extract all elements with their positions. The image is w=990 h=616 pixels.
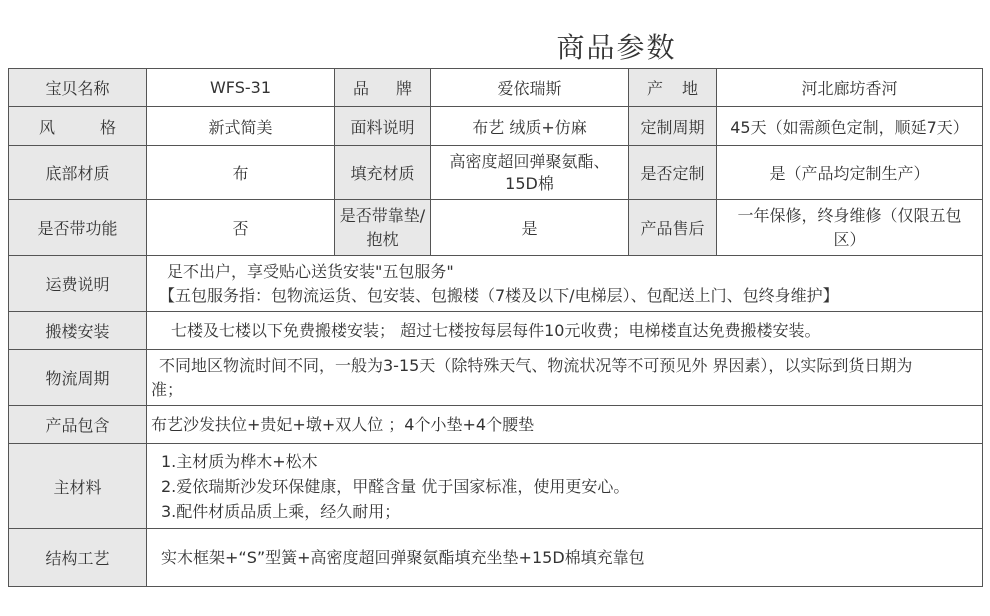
filling-label: 填充材质 xyxy=(335,146,431,200)
fabric-label: 面料说明 xyxy=(335,107,431,146)
structure-label: 结构工艺 xyxy=(9,529,147,587)
base-material-value: 布 xyxy=(147,146,335,200)
cushion-label: 是否带靠垫/ 抱枕 xyxy=(335,200,431,256)
cushion-value: 是 xyxy=(431,200,629,256)
structure-value: 实木框架+“S”型簧+高密度超回弹聚氨酯填充坐垫+15D棉填充靠包 xyxy=(147,529,983,587)
function-label: 是否带功能 xyxy=(9,200,147,256)
brand-name-label: 宝贝名称 xyxy=(9,69,147,107)
logistics-value: 不同地区物流时间不同，一般为3-15天（除特殊天气、物流状况等不可预见外 界因素），以实际到货日期为 准； xyxy=(147,350,983,406)
table-row xyxy=(9,444,983,529)
customizable-value: 是（产品均定制生产） xyxy=(717,146,983,200)
style-value: 新式简美 xyxy=(147,107,335,146)
product-params-table xyxy=(8,68,983,587)
custom-period-value: 45天（如需颜色定制，顺延7天） xyxy=(717,107,983,146)
freight-label: 运费说明 xyxy=(9,256,147,312)
contents-label: 产品包含 xyxy=(9,406,147,444)
table-row xyxy=(9,107,983,146)
table-row xyxy=(9,256,983,312)
base-material-label: 底部材质 xyxy=(9,146,147,200)
brand-value: 爱依瑞斯 xyxy=(431,69,629,107)
fabric-value: 布艺 绒质+仿麻 xyxy=(431,107,629,146)
table-row xyxy=(9,350,983,406)
table-row xyxy=(9,312,983,350)
material-value: 1.主材质为桦木+松木 2.爱依瑞斯沙发环保健康，甲醛含量 优于国家标准，使用更安心。 3.配件材质品质上乘，经久耐用； xyxy=(147,444,983,529)
table-row xyxy=(9,529,983,587)
custom-period-label: 定制周期 xyxy=(629,107,717,146)
table-row xyxy=(9,69,983,107)
after-sales-value: 一年保修，终身维修（仅限五包 区） xyxy=(717,200,983,256)
logistics-label: 物流周期 xyxy=(9,350,147,406)
origin-label: 产 地 xyxy=(629,69,717,107)
model-value: WFS-31 xyxy=(147,69,335,107)
page-title: 商品参数 xyxy=(556,31,677,64)
brand-label: 品 牌 xyxy=(335,69,431,107)
table-row xyxy=(9,146,983,200)
moving-value: 七楼及七楼以下免费搬楼安装； 超过七楼按每层每件10元收费；电梯楼直达免费搬楼安装。 xyxy=(147,312,983,350)
contents-value: 布艺沙发扶位+贵妃+墩+双人位 ；4个小垫+4个腰垫 xyxy=(147,406,983,444)
style-label: 风 格 xyxy=(9,107,147,146)
origin-value: 河北廊坊香河 xyxy=(717,69,983,107)
table-row xyxy=(9,406,983,444)
function-value: 否 xyxy=(147,200,335,256)
moving-label: 搬楼安装 xyxy=(9,312,147,350)
customizable-label: 是否定制 xyxy=(629,146,717,200)
material-label: 主材料 xyxy=(9,444,147,529)
filling-value: 高密度超回弹聚氨酯、 15D棉 xyxy=(431,146,629,200)
after-sales-label: 产品售后 xyxy=(629,200,717,256)
table-row xyxy=(9,200,983,256)
freight-value: 足不出户，享受贴心送货安装"五包服务" 【五包服务指：包物流运货、包安装、包搬楼（7楼及以下/电梯层）、包配送上门、包终身维护】 xyxy=(147,256,983,312)
